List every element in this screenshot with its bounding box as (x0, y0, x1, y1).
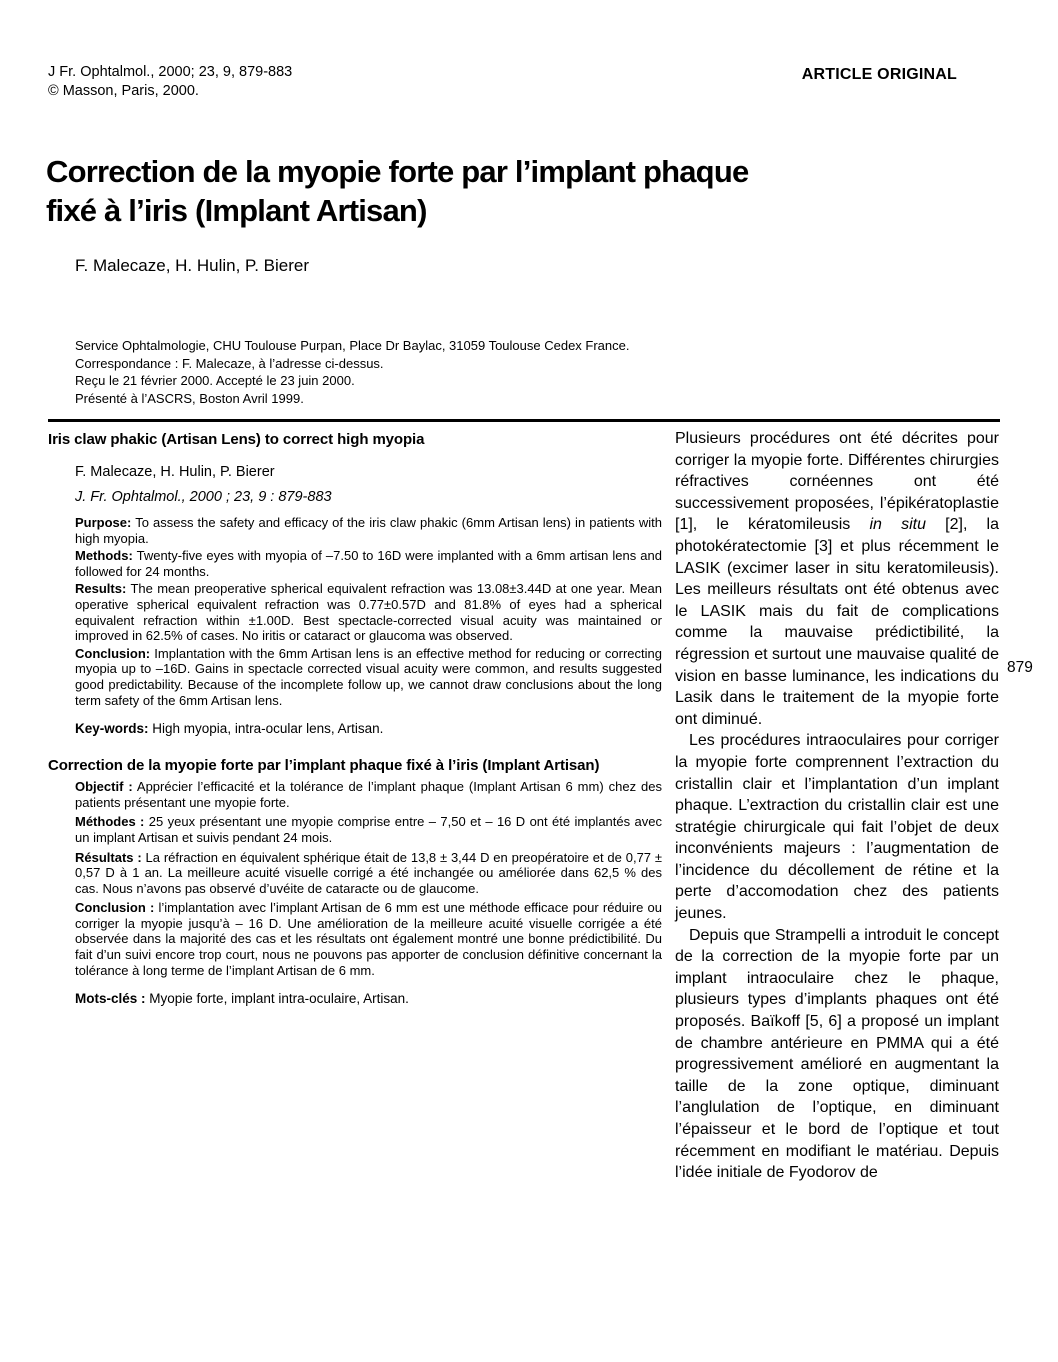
affiliation-line: Correspondance : F. Malecaze, à l’adresse ci-dessus. (75, 355, 384, 371)
english-abstract-body (75, 464, 662, 736)
affiliation-block (75, 337, 630, 407)
body-p1-italic-in-situ: in situ (869, 516, 926, 534)
article-title (46, 152, 986, 230)
article-title-line2: fixé à l’iris (Implant Artisan) (46, 193, 427, 228)
objectif-text: Apprécier l’efficacité et la tolérance de l’implant phaque (Implant Artisan 6 mm) chez des patients présentant une myopie forte. (75, 779, 662, 810)
body-paragraph-3: Depuis que Strampelli a introduit le concept de la correction de la myopie forte par un implant intraoculaire chez le phaque, plusieurs types d’implants phaques ont été proposés. Baïkoff [5, 6] a proposé un implant de chambre antérieure en PMMA qui a été progressivement amélioré en augmentant la taille de la zone optique, diminuant l’anglulation de l’optique, en diminuant l’épaisseur et le bord de l’optique et tout récemment en modifiant le matériau. Depuis l’idée initiale de Fyodorov de (675, 926, 999, 1182)
resultats-label: Résultats : (75, 849, 142, 865)
methodes-label: Méthodes : (75, 814, 145, 830)
page-number: 879 (1007, 659, 1033, 676)
resume-objectif-paragraph (75, 779, 662, 810)
objectif-label: Objectif : (75, 779, 133, 795)
results-text: The mean preoperative spherical equivalent refraction was 13.08±3.44D at one year. Mean operative spherical equivalent refraction was 0.77±0.57D and 81.8% of eyes had a spherical equivalent refraction within ±1.00D. Best spectacle-corrected visual acuity was maintained or improved in 62.5% of cases. No iritis or cataract or glaucoma was observed. (75, 581, 662, 644)
french-abstract-heading: Correction de la myopie forte par l’implant phaque fixé à l’iris (Implant Artisan) (48, 757, 600, 775)
authors-line: F. Malecaze, H. Hulin, P. Bierer (75, 256, 309, 275)
conclusion-text: Implantation with the 6mm Artisan lens is an effective method for reducing or correcting myopia up to –16D. Gains in spectacle corrected visual acuity were common, and results suggested good predictability. Because of the incomplete follow up, we cannot draw conclusions about the long term safety of the 6mm Artisan lens. (75, 645, 662, 708)
results-label: Results: (75, 581, 127, 597)
affiliation-line: Reçu le 21 février 2000. Accepté le 23 juin 2000. (75, 373, 355, 388)
abstract-conclusion-paragraph (75, 646, 662, 708)
purpose-text: To assess the safety and efficacy of the iris claw phakic (6mm Artisan lens) in patients with high myopia. (75, 515, 662, 546)
french-abstract-body (75, 779, 662, 1006)
abstract-purpose-paragraph (75, 515, 662, 546)
motscles-text: Myopie forte, implant intra-oculaire, Artisan. (149, 991, 409, 1007)
body-paragraph-1 (675, 428, 999, 730)
affiliation-line: Service Ophtalmologie, CHU Toulouse Purpan, Place Dr Baylac, 31059 Toulouse Cedex France. (75, 338, 630, 353)
journal-reference-line1: J Fr. Ophtalmol., 2000; 23, 9, 879-883 (48, 64, 293, 80)
english-abstract-authors: F. Malecaze, H. Hulin, P. Bierer (75, 464, 275, 480)
abstract-results-paragraph (75, 581, 662, 643)
methods-label: Methods: (75, 548, 133, 564)
article-title-line1: Correction de la myopie forte par l’implant phaque (46, 154, 749, 189)
body-paragraph-2: Les procédures intraoculaires pour corriger la myopie forte comprennent l’extraction du cristallin clair et l’implantation d’un implant phaque. L’extraction du cristallin clair est une stratégie chirurgicale qui fait l’objet de deux inconvénients majeurs : l’augmentation de l’incidence du décollement de rétine et la perte d’accomodation chez des patients jeunes. (675, 732, 999, 923)
abstract-column (48, 431, 662, 1006)
keywords-label: Key-words: (75, 721, 149, 737)
conclusion-fr-text: l’implantation avec l’implant Artisan de 6 mm est une méthode efficace pour réduire ou corriger la myopie jusqu’à – 16 D. Une amélioration de la meilleure acuité visuelle corrigée a été observée dans la majorité des cas et les résultats ont également montré une bonne prédictibilité. Du fait d’un suivi encore trop court, nous ne pouvons pas apporter de conclusion définitive concernant la tolérance à long terme de l’implant Artisan de 6 mm. (75, 900, 662, 978)
conclusion-fr-label: Conclusion : (75, 900, 155, 916)
body-p1-seg3: [2], la photokératectomie [3] et plus récemment le LASIK (excimer laser in situ keratomileusis). Les meilleurs résultats ont été obtenus avec le LASIK mais du fait de complications comme la mauvaise prédictibilité, la régression et surtout une mauvaise qualité de vision en basse luminance, les indications du Lasik dans le traitement de la myopie forte ont diminué. (675, 516, 1000, 728)
journal-reference-line2: © Masson, Paris, 2000. (48, 83, 199, 99)
conclusion-label: Conclusion: (75, 645, 151, 661)
motscles-label: Mots-clés : (75, 991, 146, 1007)
english-keywords-line (75, 721, 662, 736)
resume-conclusion-paragraph (75, 900, 662, 978)
english-abstract-heading: Iris claw phakic (Artisan Lens) to correct high myopia (48, 431, 425, 448)
abstract-methods-paragraph (75, 548, 662, 579)
resume-methodes-paragraph (75, 814, 662, 845)
header-separator-rule (48, 419, 1000, 422)
journal-reference (48, 63, 292, 101)
purpose-label: Purpose: (75, 515, 132, 530)
methodes-text: 25 yeux présentant une myopie comprise entre – 7,50 et – 16 D ont été implantés avec un implant Artisan et suivis pendant 24 mois. (75, 814, 662, 845)
body-text-column (675, 428, 999, 1184)
article-type-label: ARTICLE ORIGINAL (801, 66, 957, 83)
french-keywords-line (75, 991, 662, 1006)
resultats-text: La réfraction en équivalent sphérique était de 13,8 ± 3,44 D en preopératoire et de 0,77 ± 0,57 D à 1 an. La meilleure acuité visuelle corrigé a été inchangée ou améliorée dans 62,5 % des cas. Nous n’avons pas observé d’uvéite de cataracte ou de glaucome. (75, 849, 662, 896)
body-p1-seg1: Plusieurs procédures ont été décrites pour corriger la myopie forte. Différentes chirurgies réfractives cornéennes ont été successivement proposées, l’épikératoplastie [1], le kératomileusis (675, 430, 999, 534)
english-abstract-citation: J. Fr. Ophtalmol., 2000 ; 23, 9 : 879-883 (75, 489, 332, 505)
affiliation-line: Présenté à l’ASCRS, Boston Avril 1999. (75, 390, 304, 406)
methods-text: Twenty-five eyes with myopia of –7.50 to 16D were implanted with a 6mm artisan lens and followed for 24 months. (75, 548, 662, 579)
resume-resultats-paragraph (75, 850, 662, 897)
keywords-text: High myopia, intra-ocular lens, Artisan. (152, 721, 384, 737)
